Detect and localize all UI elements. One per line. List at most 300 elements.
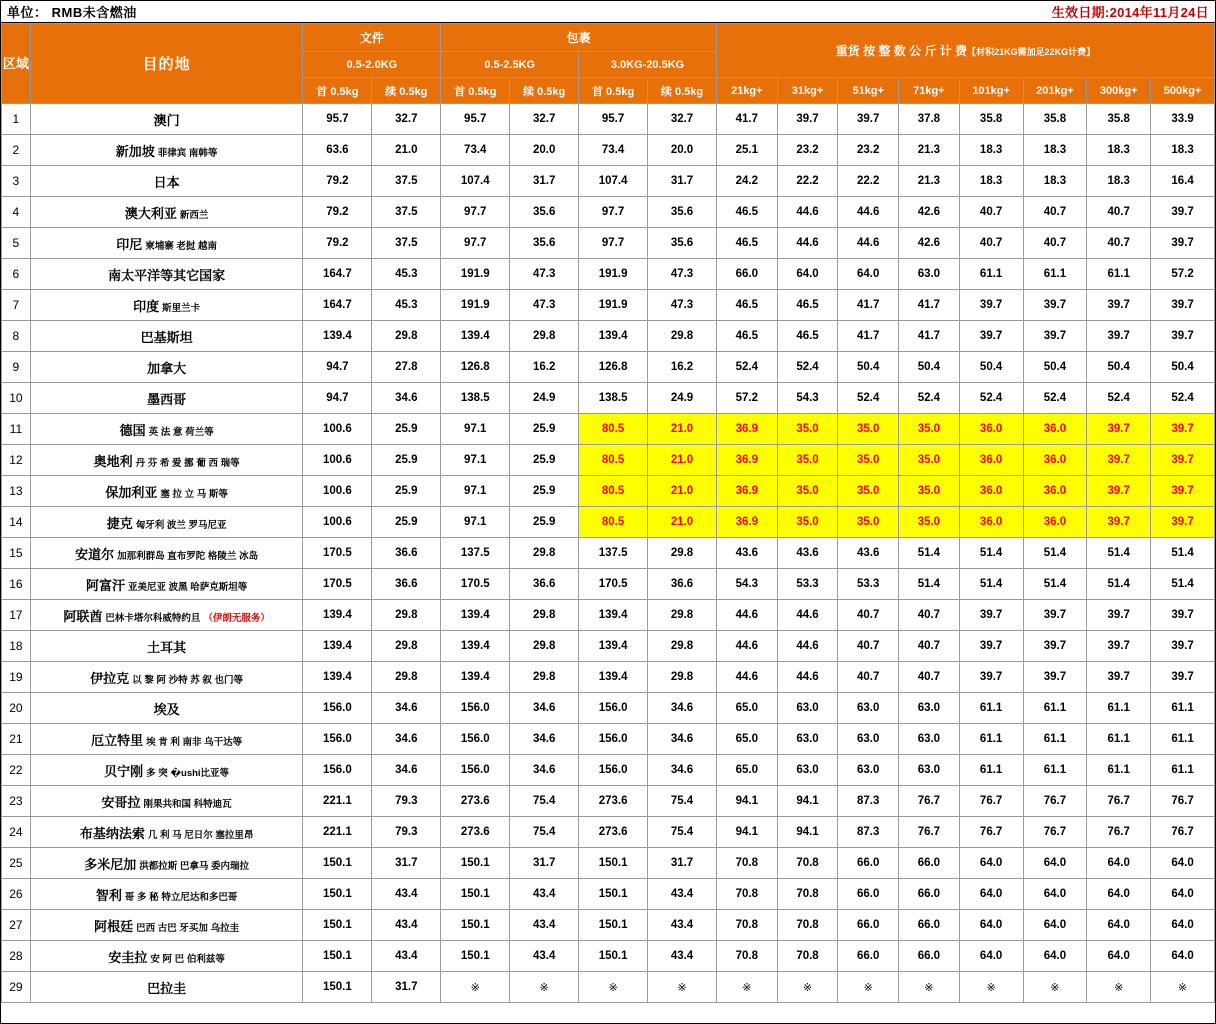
destination-subtext: 菲律宾 南韩等 (157, 147, 218, 159)
rate-cell: 39.7 (1151, 228, 1215, 259)
destination-cell (30, 817, 303, 848)
rate-cell: 52.4 (716, 352, 777, 383)
destination-name: 捷克 (106, 515, 133, 531)
table-row (2, 228, 1215, 259)
rate-cell: 35.8 (959, 104, 1023, 135)
rate-cell: 273.6 (441, 786, 510, 817)
rate-cell: 87.3 (838, 817, 899, 848)
rate-cell: 66.0 (716, 259, 777, 290)
rate-cell: 42.6 (899, 228, 960, 259)
rate-cell: 44.6 (777, 600, 838, 631)
header-doc-weight: 0.5-2.0KG (303, 52, 441, 78)
rate-cell: 164.7 (303, 290, 372, 321)
rate-cell: 41.7 (838, 321, 899, 352)
destination-subtext: 以 黎 阿 沙特 苏 叙 也门等 (132, 674, 244, 686)
rate-cell: 150.1 (441, 941, 510, 972)
rate-cell: 51.4 (1151, 538, 1215, 569)
rate-cell: 63.0 (899, 755, 960, 786)
destination-cell (30, 910, 303, 941)
table-row (2, 879, 1215, 910)
rate-cell: 31.7 (648, 848, 717, 879)
rate-cell: 25.9 (372, 414, 441, 445)
destination-subtext: 英 法 意 荷兰等 (148, 426, 214, 438)
rate-cell: 64.0 (959, 848, 1023, 879)
rate-cell: 126.8 (441, 352, 510, 383)
rate-cell: 36.0 (1023, 445, 1087, 476)
rate-cell: 150.1 (303, 879, 372, 910)
destination-cell (30, 290, 303, 321)
rate-cell: 139.4 (579, 631, 648, 662)
destination-cell (30, 755, 303, 786)
rate-cell: 34.6 (648, 755, 717, 786)
destination-name: 阿联酋 (63, 608, 103, 624)
rate-cell: 34.6 (372, 693, 441, 724)
destination-name: 厄立特里 (91, 732, 144, 748)
rate-cell: 21.0 (648, 507, 717, 538)
rate-cell: 191.9 (579, 259, 648, 290)
rate-cell: 35.6 (648, 228, 717, 259)
table-row (2, 538, 1215, 569)
header-parcel: 包裹 (441, 24, 717, 52)
rate-cell: 64.0 (1087, 848, 1151, 879)
destination-subtext: 新西兰 (179, 209, 209, 221)
rate-cell: 35.0 (899, 445, 960, 476)
rate-cell: 24.2 (716, 166, 777, 197)
row-index: 9 (2, 352, 31, 383)
rate-cell: 39.7 (1087, 662, 1151, 693)
table-row (2, 972, 1215, 1003)
rate-cell: 66.0 (899, 910, 960, 941)
destination-subtext: 埃 肯 利 南非 乌干达等 (146, 736, 243, 748)
destination-name: 阿富汗 (85, 577, 125, 593)
header-parcel2-next: 续 0.5kg (648, 78, 717, 104)
rate-cell: 21.0 (372, 135, 441, 166)
table-row (2, 817, 1215, 848)
rate-cell: 36.0 (959, 476, 1023, 507)
header-parcel1-next: 续 0.5kg (510, 78, 579, 104)
row-index: 21 (2, 724, 31, 755)
rate-cell: 63.0 (899, 259, 960, 290)
destination-cell (30, 600, 303, 631)
rate-cell: 37.8 (899, 104, 960, 135)
rate-cell: 65.0 (716, 755, 777, 786)
rate-cell: 29.8 (510, 538, 579, 569)
destination-name: 澳大利亚 (124, 205, 177, 221)
rate-cell: 150.1 (579, 910, 648, 941)
rate-cell: 54.3 (716, 569, 777, 600)
rate-cell: 221.1 (303, 817, 372, 848)
rate-cell: 35.8 (1023, 104, 1087, 135)
rate-cell: 150.1 (303, 972, 372, 1003)
rate-cell: 46.5 (716, 290, 777, 321)
rate-cell: 35.0 (838, 507, 899, 538)
rate-cell: 35.0 (899, 507, 960, 538)
rate-cell: 150.1 (441, 848, 510, 879)
rate-cell: 16.2 (510, 352, 579, 383)
rate-cell: 61.1 (1151, 693, 1215, 724)
rate-cell: 73.4 (579, 135, 648, 166)
destination-subtext: 丹 芬 希 爱 挪 葡 西 瑞等 (135, 457, 240, 469)
rate-cell: 18.3 (1087, 135, 1151, 166)
rate-cell: 137.5 (441, 538, 510, 569)
rate-cell: 31.7 (510, 848, 579, 879)
rate-cell: 97.1 (441, 414, 510, 445)
rate-cell: 51.4 (1023, 538, 1087, 569)
destination-name: 加拿大 (147, 360, 187, 376)
header-heavy-21: 21kg+ (716, 78, 777, 104)
rate-cell: 36.6 (372, 569, 441, 600)
rate-cell: 79.2 (303, 197, 372, 228)
rate-cell: 40.7 (838, 662, 899, 693)
table-row (2, 445, 1215, 476)
rate-cell: 95.7 (441, 104, 510, 135)
rate-cell: 39.7 (1087, 600, 1151, 631)
rate-cell: 97.1 (441, 507, 510, 538)
rate-cell: 150.1 (303, 910, 372, 941)
destination-cell (30, 693, 303, 724)
rate-cell: ※ (1151, 972, 1215, 1003)
rate-cell: 39.7 (1151, 631, 1215, 662)
rate-cell: 273.6 (441, 817, 510, 848)
rate-cell: 39.7 (1151, 290, 1215, 321)
rate-cell: 76.7 (1087, 786, 1151, 817)
rate-cell: 40.7 (1023, 228, 1087, 259)
rate-cell: 63.0 (899, 693, 960, 724)
rate-cell: 36.9 (716, 507, 777, 538)
rate-cell: ※ (441, 972, 510, 1003)
rate-cell: 33.9 (1151, 104, 1215, 135)
destination-cell (30, 228, 303, 259)
rate-cell: 40.7 (899, 600, 960, 631)
row-index: 6 (2, 259, 31, 290)
rate-cell: 37.5 (372, 166, 441, 197)
rate-cell: 46.5 (716, 228, 777, 259)
rate-cell: 76.7 (1023, 786, 1087, 817)
rate-cell: 139.4 (303, 631, 372, 662)
rate-cell: 76.7 (899, 817, 960, 848)
rate-cell: 39.7 (1023, 321, 1087, 352)
rate-cell: 61.1 (959, 724, 1023, 755)
row-index: 24 (2, 817, 31, 848)
rate-cell: 70.8 (716, 848, 777, 879)
rate-cell: 97.1 (441, 445, 510, 476)
rate-cell: 70.8 (777, 879, 838, 910)
rate-cell: 35.0 (777, 476, 838, 507)
header-heavy-note: 【材积21KG需加足22KG计费】 (967, 47, 1096, 57)
rate-cell: 39.7 (1023, 290, 1087, 321)
rate-cell: 64.0 (1023, 910, 1087, 941)
rate-cell: 22.2 (777, 166, 838, 197)
rate-cell: 191.9 (441, 259, 510, 290)
rate-cell: 139.4 (303, 662, 372, 693)
row-index: 16 (2, 569, 31, 600)
rate-cell: 170.5 (441, 569, 510, 600)
rate-cell: 36.6 (510, 569, 579, 600)
rate-cell: 139.4 (441, 321, 510, 352)
rate-cell: 75.4 (510, 786, 579, 817)
rate-cell: 36.6 (648, 569, 717, 600)
rate-cell: 43.4 (372, 910, 441, 941)
rate-cell: 39.7 (1023, 631, 1087, 662)
header-heavy-51: 51kg+ (838, 78, 899, 104)
row-index: 19 (2, 662, 31, 693)
table-row (2, 414, 1215, 445)
rate-cell: 150.1 (303, 941, 372, 972)
rate-cell: 61.1 (1151, 755, 1215, 786)
rate-cell: 63.0 (777, 755, 838, 786)
rate-cell: 51.4 (1151, 569, 1215, 600)
rate-cell: 150.1 (579, 941, 648, 972)
rate-cell: 138.5 (441, 383, 510, 414)
rate-cell: 40.7 (1087, 228, 1151, 259)
rate-cell: 43.4 (372, 941, 441, 972)
rate-cell: 32.7 (510, 104, 579, 135)
row-index: 23 (2, 786, 31, 817)
rate-cell: 64.0 (959, 910, 1023, 941)
rate-cell: 52.4 (777, 352, 838, 383)
rate-cell: 273.6 (579, 817, 648, 848)
header-parcel2-first: 首 0.5kg (579, 78, 648, 104)
rate-cell: 35.8 (1087, 104, 1151, 135)
destination-subtext: 几 利 马 尼日尔 塞拉里昂 (147, 829, 254, 841)
rate-cell: 66.0 (838, 879, 899, 910)
rate-cell: 61.1 (1087, 259, 1151, 290)
rate-cell: 94.1 (716, 817, 777, 848)
destination-cell (30, 724, 303, 755)
rate-cell: 66.0 (838, 941, 899, 972)
rate-cell: 61.1 (1087, 693, 1151, 724)
destination-cell (30, 259, 303, 290)
rate-cell: 35.0 (899, 476, 960, 507)
destination-name: 布基纳法索 (79, 825, 145, 841)
rate-cell: 64.0 (1151, 879, 1215, 910)
rate-cell: 80.5 (579, 507, 648, 538)
rate-cell: 63.0 (777, 693, 838, 724)
rate-cell: 16.2 (648, 352, 717, 383)
header-destination: 目的地 (30, 24, 303, 104)
destination-warning: （伊朗无服务） (203, 612, 270, 624)
row-index: 25 (2, 848, 31, 879)
rate-cell: 156.0 (441, 755, 510, 786)
rate-cell: ※ (959, 972, 1023, 1003)
destination-cell (30, 786, 303, 817)
rate-cell: 156.0 (579, 755, 648, 786)
rate-cell: 18.3 (959, 166, 1023, 197)
rate-cell: 50.4 (1087, 352, 1151, 383)
rate-cell: 156.0 (579, 693, 648, 724)
rate-cell: 35.0 (777, 414, 838, 445)
destination-cell (30, 352, 303, 383)
header-parcel-weight-2: 3.0KG-20.5KG (579, 52, 717, 78)
rate-cell: 50.4 (1023, 352, 1087, 383)
rate-cell: 23.2 (838, 135, 899, 166)
rate-cell: 76.7 (1023, 817, 1087, 848)
rate-cell: 44.6 (716, 662, 777, 693)
row-index: 5 (2, 228, 31, 259)
rate-cell: 25.9 (372, 445, 441, 476)
rate-cell: 29.8 (648, 321, 717, 352)
row-index: 26 (2, 879, 31, 910)
destination-name: 印尼 (116, 236, 143, 252)
rate-cell: 47.3 (510, 259, 579, 290)
rate-cell: 156.0 (303, 755, 372, 786)
row-index: 29 (2, 972, 31, 1003)
rate-table-body (2, 104, 1215, 1003)
rate-cell: 29.8 (510, 600, 579, 631)
rate-cell: 39.7 (1151, 662, 1215, 693)
rate-cell: 95.7 (579, 104, 648, 135)
rate-cell: 51.4 (959, 569, 1023, 600)
rate-cell: 35.0 (838, 414, 899, 445)
destination-name: 保加利亚 (105, 484, 158, 500)
rate-cell: 40.7 (838, 631, 899, 662)
rate-cell: 25.1 (716, 135, 777, 166)
rate-cell: 39.7 (1087, 414, 1151, 445)
rate-cell: 44.6 (716, 631, 777, 662)
rate-cell: 36.0 (959, 414, 1023, 445)
rate-cell: 31.7 (372, 972, 441, 1003)
table-row (2, 631, 1215, 662)
rate-cell: 191.9 (441, 290, 510, 321)
destination-name: 贝宁刚 (104, 763, 144, 779)
destination-name: 埃及 (153, 701, 180, 717)
rate-cell: 39.7 (1151, 445, 1215, 476)
rate-cell: 36.0 (1023, 414, 1087, 445)
destination-cell (30, 414, 303, 445)
rate-cell: 29.8 (648, 600, 717, 631)
rate-cell: 64.0 (959, 879, 1023, 910)
rate-cell: 150.1 (441, 879, 510, 910)
destination-cell (30, 569, 303, 600)
rate-cell: 52.4 (1087, 383, 1151, 414)
header-heavy-title: 重货 按 整 数 公 斤 计 费 (835, 44, 968, 58)
rate-cell: 156.0 (441, 724, 510, 755)
rate-cell: ※ (648, 972, 717, 1003)
row-index: 8 (2, 321, 31, 352)
rate-cell: 139.4 (579, 662, 648, 693)
rate-cell: 51.4 (1023, 569, 1087, 600)
rate-cell: ※ (1023, 972, 1087, 1003)
rate-cell: 36.9 (716, 414, 777, 445)
table-row (2, 724, 1215, 755)
destination-cell (30, 166, 303, 197)
rate-cell: 139.4 (579, 321, 648, 352)
rate-cell: 97.7 (441, 228, 510, 259)
destination-subtext: 匈牙利 波兰 罗马尼亚 (135, 519, 227, 531)
rate-cell: 24.9 (510, 383, 579, 414)
row-index: 17 (2, 600, 31, 631)
rate-table (1, 23, 1215, 1003)
table-row (2, 197, 1215, 228)
rate-cell: 39.7 (1023, 662, 1087, 693)
rate-cell: 64.0 (1023, 879, 1087, 910)
rate-cell: 139.4 (441, 662, 510, 693)
rate-cell: 29.8 (372, 600, 441, 631)
destination-subtext: 斯里兰卡 (162, 302, 201, 314)
rate-cell: ※ (838, 972, 899, 1003)
rate-cell: 34.6 (510, 693, 579, 724)
rate-cell: 35.0 (838, 445, 899, 476)
rate-cell: 61.1 (959, 259, 1023, 290)
header-parcel-weight-1: 0.5-2.5KG (441, 52, 579, 78)
rate-cell: 39.7 (1023, 600, 1087, 631)
rate-cell: 25.9 (510, 414, 579, 445)
rate-cell: 94.7 (303, 383, 372, 414)
rate-cell: 53.3 (838, 569, 899, 600)
rate-cell: 18.3 (959, 135, 1023, 166)
rate-cell: 70.8 (777, 848, 838, 879)
rate-cell: 21.3 (899, 135, 960, 166)
rate-cell: 29.8 (372, 631, 441, 662)
rate-cell: 43.6 (777, 538, 838, 569)
rate-cell: 39.7 (1087, 507, 1151, 538)
destination-name: 伊拉克 (90, 670, 130, 686)
table-row (2, 941, 1215, 972)
row-index: 20 (2, 693, 31, 724)
rate-cell: 64.0 (959, 941, 1023, 972)
rate-cell: 100.6 (303, 507, 372, 538)
destination-cell (30, 383, 303, 414)
rate-cell: 63.0 (899, 724, 960, 755)
rate-cell: 64.0 (1151, 910, 1215, 941)
destination-name: 安道尔 (75, 546, 115, 562)
header-heavy-201: 201kg+ (1023, 78, 1087, 104)
rate-cell: 39.7 (1151, 600, 1215, 631)
rate-cell: 170.5 (579, 569, 648, 600)
destination-subtext: 哥 多 秘 特立尼达和多巴哥 (124, 891, 238, 903)
rate-cell: 191.9 (579, 290, 648, 321)
header-doc-first: 首 0.5kg (303, 78, 372, 104)
rate-cell: 75.4 (510, 817, 579, 848)
rate-cell: 29.8 (648, 631, 717, 662)
destination-subtext: 刚果共和国 科特迪瓦 (143, 798, 232, 810)
rate-cell: 50.4 (1151, 352, 1215, 383)
rate-cell: 25.9 (372, 507, 441, 538)
rate-cell: 34.6 (372, 383, 441, 414)
destination-cell (30, 445, 303, 476)
rate-cell: 21.0 (648, 476, 717, 507)
header-doc: 文件 (303, 24, 441, 52)
rate-cell: 150.1 (303, 848, 372, 879)
row-index: 2 (2, 135, 31, 166)
rate-cell: 52.4 (1151, 383, 1215, 414)
rate-cell: 64.0 (838, 259, 899, 290)
rate-cell: 20.0 (648, 135, 717, 166)
destination-cell (30, 104, 303, 135)
destination-cell (30, 197, 303, 228)
destination-subtext: 亚美尼亚 波黑 哈萨克斯坦等 (127, 581, 248, 593)
destination-subtext: 多 突 �ushi比亚等 (146, 767, 230, 779)
rate-cell: 139.4 (579, 600, 648, 631)
rate-cell: 41.7 (716, 104, 777, 135)
destination-cell (30, 538, 303, 569)
destination-cell (30, 476, 303, 507)
rate-cell: 107.4 (579, 166, 648, 197)
rate-cell: 76.7 (1151, 786, 1215, 817)
header-heavy-71: 71kg+ (899, 78, 960, 104)
rate-cell: 170.5 (303, 538, 372, 569)
rate-cell: 37.5 (372, 197, 441, 228)
rate-cell: 44.6 (777, 662, 838, 693)
rate-cell: 61.1 (959, 755, 1023, 786)
rate-cell: 97.1 (441, 476, 510, 507)
rate-cell: 21.0 (648, 414, 717, 445)
top-info-bar (1, 1, 1215, 23)
rate-cell: 94.7 (303, 352, 372, 383)
rate-cell: 43.4 (648, 910, 717, 941)
rate-cell: ※ (1087, 972, 1151, 1003)
rate-cell: 35.0 (838, 476, 899, 507)
